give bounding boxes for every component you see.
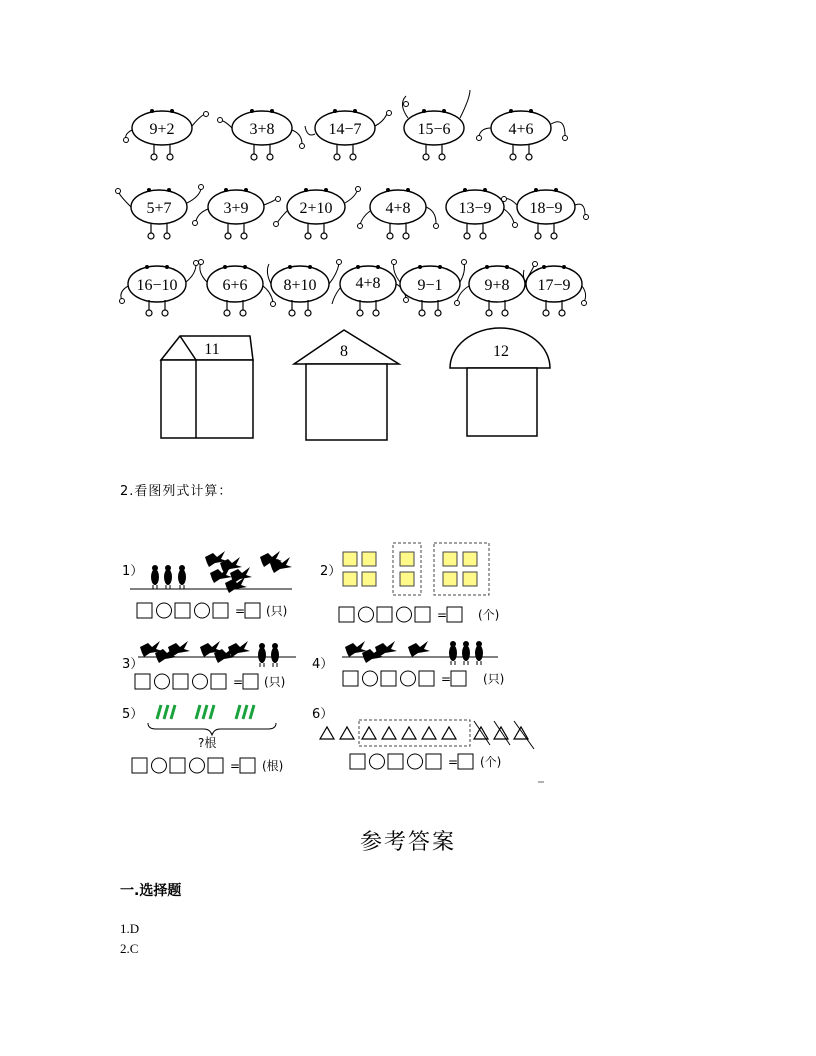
house-number: 12 xyxy=(493,343,509,360)
bug-equations-figure xyxy=(0,0,816,460)
bug-2-2 xyxy=(193,188,281,239)
bug-3-1 xyxy=(120,261,199,317)
problem-3-index: 3） xyxy=(122,657,144,672)
bug-text: 4+8 xyxy=(355,275,381,292)
bug-1-4 xyxy=(402,90,470,160)
house-number: 11 xyxy=(204,341,220,358)
bug-text: 9+2 xyxy=(149,121,175,138)
bug-text: 16−10 xyxy=(136,277,178,294)
bug-3-5 xyxy=(392,260,467,317)
bug-3-2 xyxy=(199,260,276,317)
bug-text: 2+10 xyxy=(299,200,333,217)
eq-equals: = xyxy=(441,672,452,686)
eq-unit: (只) xyxy=(264,675,286,689)
house-2 xyxy=(294,330,399,440)
eq-equals: = xyxy=(230,759,241,773)
bug-text: 6+6 xyxy=(222,277,248,294)
bug-2-1 xyxy=(116,185,204,240)
bug-3-7 xyxy=(523,265,586,316)
bug-text: 13−9 xyxy=(458,200,492,217)
problem-5-index: 5） xyxy=(122,707,144,722)
answers-title: 参考答案 xyxy=(359,830,456,855)
bug-text: 4+6 xyxy=(508,121,534,138)
eq-equals: = xyxy=(233,675,244,689)
bug-2-5 xyxy=(446,188,518,239)
bug-text: 3+8 xyxy=(249,121,275,138)
bug-text: 4+8 xyxy=(385,200,411,217)
bug-1-5 xyxy=(477,109,568,160)
eq-unit: (个) xyxy=(480,755,502,769)
eq-unit: (个) xyxy=(478,608,500,622)
question-sticks: ?根 xyxy=(198,736,217,750)
bug-3-3 xyxy=(267,260,341,317)
bug-1-3 xyxy=(305,109,392,160)
house-number: 8 xyxy=(340,343,348,360)
eq-equals: = xyxy=(235,604,246,618)
eq-unit: (只) xyxy=(266,604,288,618)
bug-2-3 xyxy=(274,187,361,240)
bug-text: 5+7 xyxy=(146,200,172,217)
answer-item-1: 1.D xyxy=(120,921,140,936)
eq-equals: = xyxy=(448,755,459,769)
bug-1-1 xyxy=(124,109,209,160)
bug-text: 8+10 xyxy=(283,277,317,294)
house-3 xyxy=(450,328,550,436)
problem-2-index: 2） xyxy=(320,564,342,579)
problem-4-index: 4） xyxy=(312,657,334,672)
bug-text: 3+9 xyxy=(223,200,249,217)
bug-3-4 xyxy=(332,265,409,316)
answer-item-2: 2.C xyxy=(120,941,139,956)
bug-1-2 xyxy=(218,109,305,160)
bug-2-6 xyxy=(502,188,589,239)
problem-6-index: 6） xyxy=(312,707,334,722)
house-1 xyxy=(161,336,253,438)
bug-text: 9+8 xyxy=(484,277,510,294)
problem-1-index: 1） xyxy=(122,564,144,579)
bug-2-4 xyxy=(358,188,439,239)
bug-3-6 xyxy=(455,262,538,317)
eq-unit: (根) xyxy=(262,759,284,773)
bug-text: 17−9 xyxy=(537,277,571,294)
bug-text: 18−9 xyxy=(529,200,563,217)
question-2-label: 2.看图列式计算： xyxy=(120,484,233,499)
bug-text: 9−1 xyxy=(417,277,443,294)
bug-text: 15−6 xyxy=(417,121,451,138)
picture-problems-figure xyxy=(110,535,560,790)
eq-equals: = xyxy=(437,608,448,622)
bug-text: 14−7 xyxy=(328,121,362,138)
answers-section-1: 一.选择题 xyxy=(120,883,182,899)
eq-unit: (只) xyxy=(483,672,505,686)
